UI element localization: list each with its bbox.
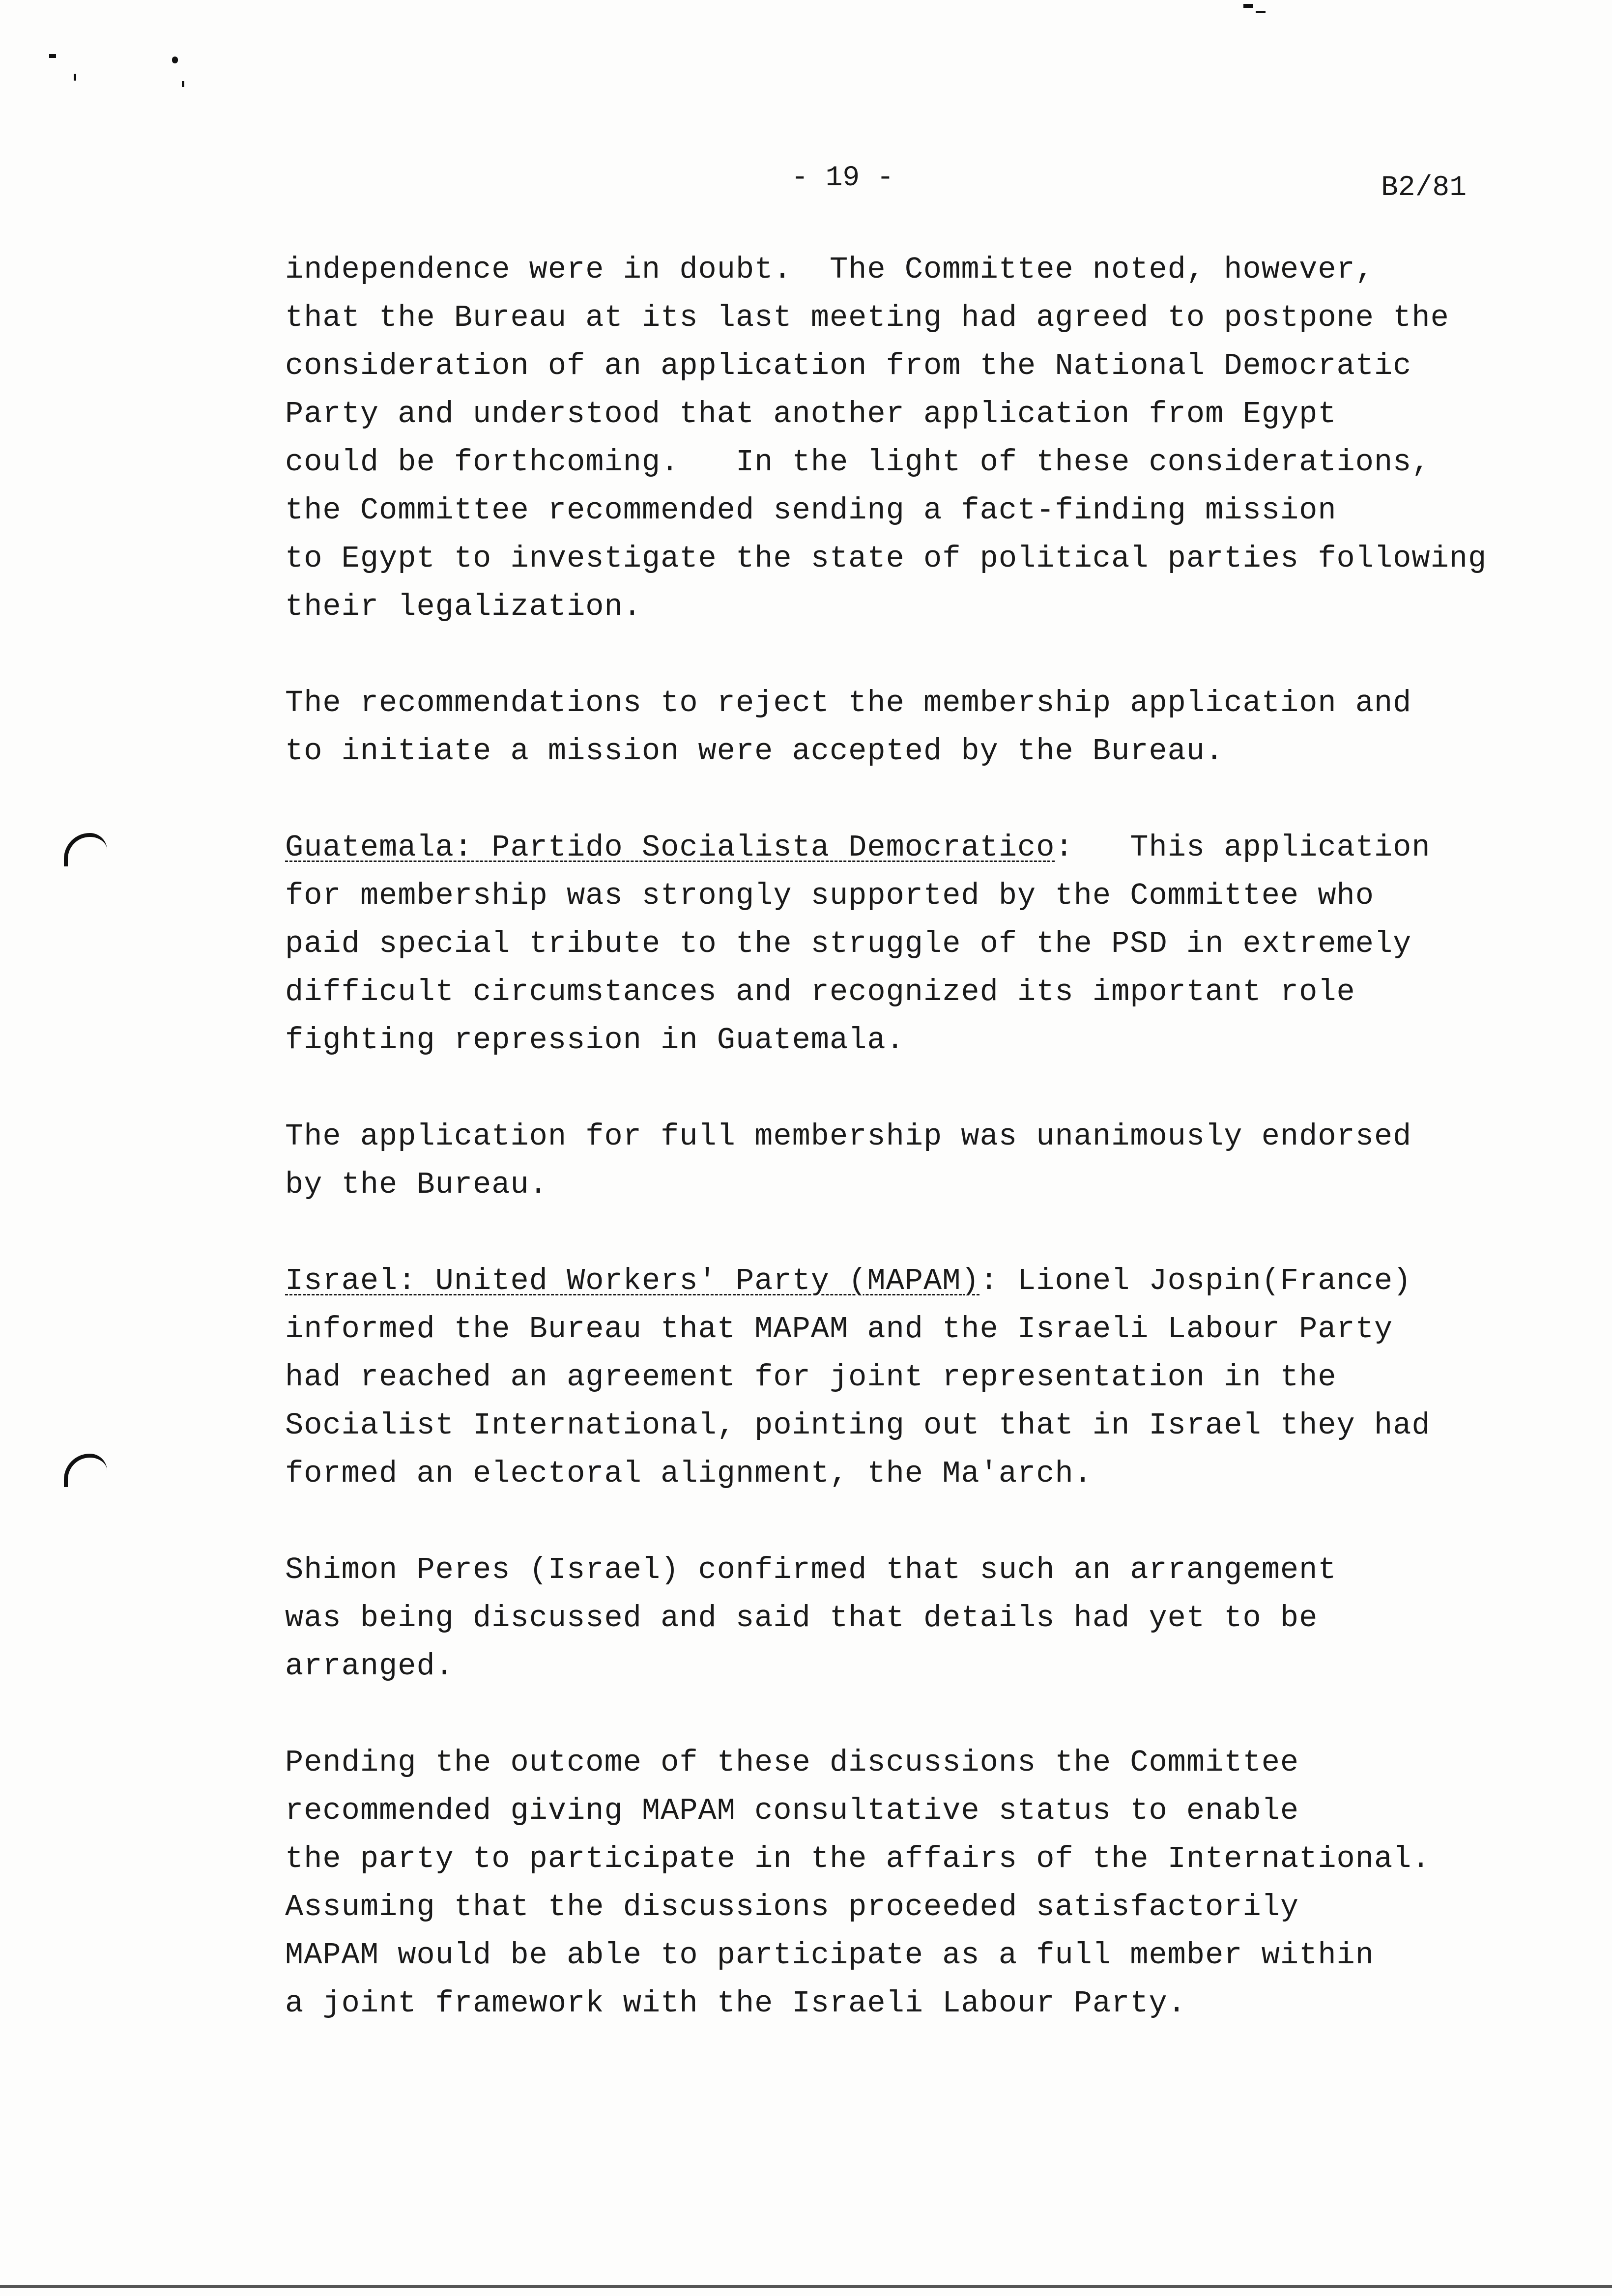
section-heading-guatemala: Guatemala: Partido Socialista Democratico <box>285 830 1055 865</box>
scan-speck <box>182 81 184 87</box>
text-line: The recommendations to reject the membership application and <box>285 686 1412 720</box>
text-line: The application for full membership was unanimously endorsed <box>285 1119 1412 1154</box>
scan-speck <box>1243 4 1253 8</box>
text-line: consideration of an application from the National Democratic <box>285 348 1412 383</box>
text-line: by the Bureau. <box>285 1167 548 1202</box>
page-header <box>0 162 1612 206</box>
text-line: Assuming that the discussions proceeded satisfactorily <box>285 1890 1299 1924</box>
text-line: independence were in doubt. The Committee noted, however, <box>285 252 1374 287</box>
heading-suffix: : This application <box>1055 830 1431 865</box>
text-line: could be forthcoming. In the light of these considerations, <box>285 445 1431 480</box>
paragraph-guatemala <box>285 824 1563 1064</box>
punch-hole-mark <box>64 1454 107 1487</box>
page-number: - 19 - <box>791 162 894 194</box>
text-line: the Committee recommended sending a fact-finding mission <box>285 493 1337 528</box>
paragraph-egypt-decision <box>285 679 1563 775</box>
text-line: a joint framework with the Israeli Labour Party. <box>285 1986 1186 2021</box>
text-line: formed an electoral alignment, the Ma'arch. <box>285 1456 1093 1491</box>
text-line <box>285 824 1563 872</box>
text-line: was being discussed and said that details had yet to be <box>285 1601 1318 1636</box>
text-line: paid special tribute to the struggle of the PSD in extremely <box>285 926 1412 961</box>
heading-suffix: : Lionel Jospin(France) <box>979 1263 1412 1298</box>
text-line <box>285 1257 1563 1305</box>
body-text <box>285 246 1563 2076</box>
text-line: Shimon Peres (Israel) confirmed that such an arrangement <box>285 1552 1337 1587</box>
scan-speck <box>1256 11 1266 13</box>
punch-hole-mark <box>64 833 107 866</box>
text-line: Socialist International, pointing out that in Israel they had <box>285 1408 1431 1443</box>
text-line: the party to participate in the affairs of the International. <box>285 1841 1431 1876</box>
text-line: that the Bureau at its last meeting had agreed to postpone the <box>285 300 1449 335</box>
scan-speck <box>49 54 56 58</box>
section-heading-israel: Israel: United Workers' Party (MAPAM) <box>285 1263 980 1298</box>
text-line: their legalization. <box>285 589 642 624</box>
text-line: MAPAM would be able to participate as a full member within <box>285 1938 1374 1973</box>
bottom-scan-edge <box>0 2285 1612 2288</box>
text-line: to initiate a mission were accepted by the Bureau. <box>285 734 1224 769</box>
scan-speck <box>172 57 178 63</box>
text-line: Party and understood that another application from Egypt <box>285 397 1337 431</box>
text-line: Pending the outcome of these discussions the Committee <box>285 1745 1299 1780</box>
text-line: had reached an agreement for joint representation in the <box>285 1360 1337 1395</box>
text-line: for membership was strongly supported by the Committee who <box>285 878 1374 913</box>
text-line: difficult circumstances and recognized its important role <box>285 975 1355 1009</box>
text-line: fighting repression in Guatemala. <box>285 1023 905 1058</box>
text-line: informed the Bureau that MAPAM and the Israeli Labour Party <box>285 1312 1393 1347</box>
scan-speck <box>74 74 76 81</box>
paragraph-guatemala-decision <box>285 1113 1563 1209</box>
text-line: recommended giving MAPAM consultative status to enable <box>285 1793 1299 1828</box>
document-reference: B2/81 <box>1381 172 1467 204</box>
text-line: arranged. <box>285 1649 454 1684</box>
paragraph-peres <box>285 1546 1563 1691</box>
paragraph-mapam-recommendation <box>285 1739 1563 2028</box>
text-line: to Egypt to investigate the state of political parties following <box>285 541 1487 576</box>
paragraph-egypt-continued <box>285 246 1563 631</box>
paragraph-israel <box>285 1257 1563 1498</box>
